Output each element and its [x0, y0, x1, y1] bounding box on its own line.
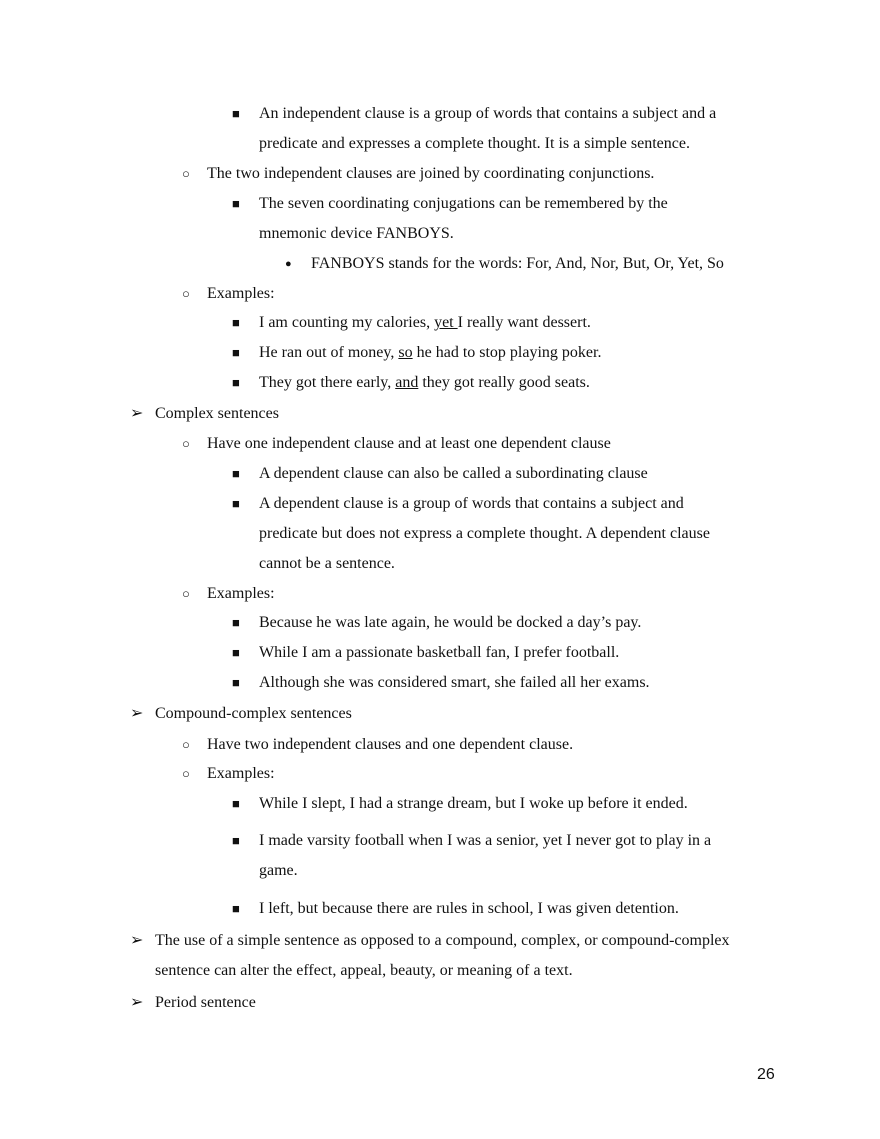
circle-bullet-icon: ○ — [182, 737, 190, 752]
example-sentence: I made varsity football when I was a senior, yet I never got to play in a — [259, 832, 712, 849]
list-item-text: Examples: — [207, 285, 275, 302]
paragraph-text: sentence can alter the effect, appeal, beauty, or meaning of a text. — [155, 962, 573, 979]
square-bullet-icon: ■ — [232, 796, 240, 811]
list-item-text: The seven coordinating conjugations can be remembered by the — [259, 195, 668, 212]
square-bullet-icon: ■ — [232, 375, 240, 390]
square-bullet-icon: ■ — [232, 496, 240, 511]
list-item-text: cannot be a sentence. — [259, 555, 395, 572]
list-item-text: Examples: — [207, 585, 275, 602]
list-item-text: A dependent clause is a group of words that contains a subject and — [259, 495, 684, 512]
section-heading: Compound-complex sentences — [155, 705, 352, 722]
arrow-bullet-icon: ➢ — [130, 405, 144, 422]
example-sentence — [259, 313, 591, 333]
list-item-text: Examples: — [207, 765, 275, 782]
arrow-bullet-icon: ➢ — [130, 932, 144, 949]
sentence-part: They got there early, — [259, 374, 396, 391]
sentence-part: he had to stop playing poker. — [412, 344, 602, 361]
square-bullet-icon: ■ — [232, 106, 240, 121]
sentence-part: they got really good seats. — [418, 374, 590, 391]
example-sentence: Although she was considered smart, she failed all her exams. — [259, 674, 650, 691]
list-item-text: mnemonic device FANBOYS. — [259, 225, 454, 242]
example-sentence: While I slept, I had a strange dream, but I woke up before it ended. — [259, 795, 688, 812]
square-bullet-icon: ■ — [232, 901, 240, 916]
list-item-text: Have two independent clauses and one dependent clause. — [207, 736, 574, 753]
conjunction-underlined: so — [398, 344, 413, 361]
square-bullet-icon: ■ — [232, 833, 240, 848]
arrow-bullet-icon: ➢ — [130, 994, 144, 1011]
sentence-part: I really want dessert. — [457, 314, 591, 331]
paragraph-text: The use of a simple sentence as opposed to a compound, complex, or compound-complex — [155, 932, 730, 949]
circle-bullet-icon: ○ — [182, 166, 190, 181]
section-heading: Complex sentences — [155, 405, 279, 422]
conjunction-underlined: yet — [434, 314, 458, 331]
example-sentence: Because he was late again, he would be docked a day’s pay. — [259, 614, 642, 631]
square-bullet-icon: ■ — [232, 345, 240, 360]
dot-bullet-icon: ● — [285, 258, 292, 270]
circle-bullet-icon: ○ — [182, 586, 190, 601]
list-item-text: A dependent clause can also be called a subordinating clause — [259, 465, 648, 482]
conjunction-underlined: and — [395, 374, 419, 391]
example-sentence: While I am a passionate basketball fan, I prefer football. — [259, 644, 620, 661]
circle-bullet-icon: ○ — [182, 286, 190, 301]
page-number: 26 — [757, 1066, 775, 1083]
list-item-text: FANBOYS stands for the words: For, And, Nor, But, Or, Yet, So — [311, 255, 724, 272]
square-bullet-icon: ■ — [232, 466, 240, 481]
square-bullet-icon: ■ — [232, 675, 240, 690]
list-item-text: predicate but does not express a complete thought. A dependent clause — [259, 525, 710, 542]
square-bullet-icon: ■ — [232, 315, 240, 330]
list-item-text: An independent clause is a group of words that contains a subject and a — [259, 105, 717, 122]
square-bullet-icon: ■ — [232, 196, 240, 211]
square-bullet-icon: ■ — [232, 615, 240, 630]
list-item-text: Have one independent clause and at least one dependent clause — [207, 435, 611, 452]
list-item-text: The two independent clauses are joined by coordinating conjunctions. — [207, 165, 655, 182]
section-heading: Period sentence — [155, 994, 256, 1011]
arrow-bullet-icon: ➢ — [130, 705, 144, 722]
example-sentence — [259, 373, 590, 393]
circle-bullet-icon: ○ — [182, 436, 190, 451]
list-item-text: predicate and expresses a complete thought. It is a simple sentence. — [259, 135, 690, 152]
example-sentence — [259, 343, 601, 363]
example-sentence: I left, but because there are rules in school, I was given detention. — [259, 900, 679, 917]
example-sentence: game. — [259, 862, 298, 879]
sentence-part: He ran out of money, — [259, 344, 399, 361]
sentence-part: I am counting my calories, — [259, 314, 435, 331]
square-bullet-icon: ■ — [232, 645, 240, 660]
circle-bullet-icon: ○ — [182, 766, 190, 781]
